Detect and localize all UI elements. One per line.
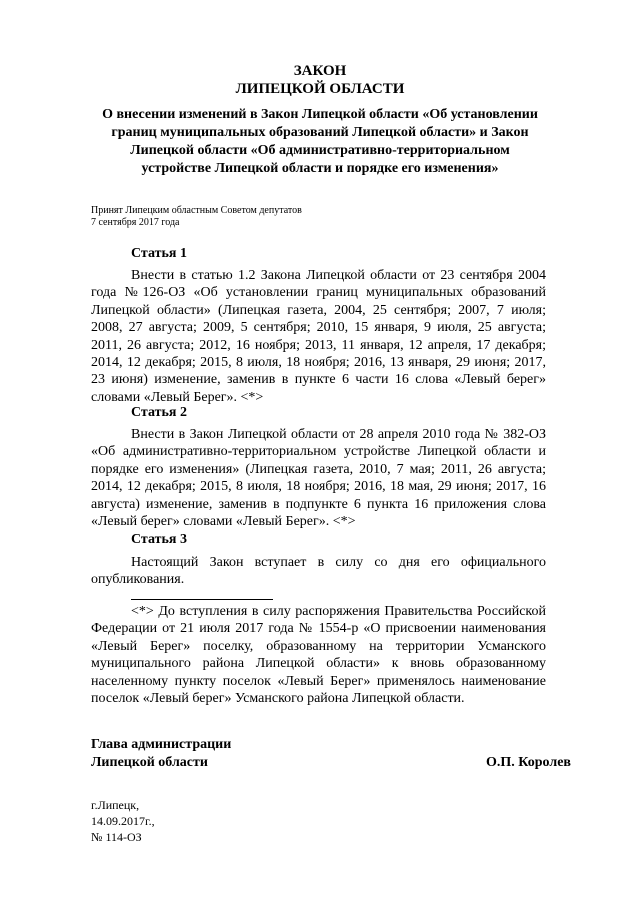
footnote-text: <*> До вступления в силу распоряжения Правительства Российской Федерации от 21 июля 2017 года № 1554-р «О присвоении наименования «Левый Берег» поселку, образованному на территории Усманского муниципального района Липецкой области» к вновь образованному населенному пункту поселок «Левый Берег» применялось наименование поселок «Левый берег» Усманского района Липецкой области. (91, 604, 546, 707)
article-1-heading: Статья 1 (131, 246, 187, 261)
place-date: 14.09.2017г., (91, 814, 155, 828)
place-date-number (91, 797, 155, 845)
article-1-text: Внести в статью 1.2 Закона Липецкой области от 23 сентября 2004 года №126-ОЗ «Об установлении границ муниципальных образований Липецкой области» (Липецкая газета, 2004, 25 сентября; 2007, 7 июля; 2008, 27 августа; 2009, 5 сентября; 2010, 15 января, 9 июля, 25 августа; 2011, 26 августа; 2012, 16 ноября; 2013, 11 января, 12 апреля, 17 декабря; 2014, 12 декабря; 2015, 8 июля, 18 ноября; 2016, 13 января, 29 июня; 2017, 23 июня) изменение, заменив в пункте 6 части 16 слова «Левый берег» словами «Левый Берег». <*> (91, 268, 546, 405)
document-type: ЗАКОН (293, 63, 347, 79)
adoption-date: 7 сентября 2017 года (91, 217, 180, 228)
article-3-heading: Статья 3 (131, 532, 187, 547)
document-region: ЛИПЕЦКОЙ ОБЛАСТИ (235, 81, 405, 97)
signatory-position-line2: Липецкой области (91, 755, 208, 770)
footnote-separator (131, 599, 273, 600)
law-title: О внесении изменений в Закон Липецкой области «Об установлении границ муниципальных образований Липецкой области» и Закон Липецкой области «Об административно-территориальном устройстве Липецкой области и порядке его изменения» (102, 107, 538, 176)
article-2-heading: Статья 2 (131, 405, 187, 420)
article-2-text: Внести в Закон Липецкой области от 28 апреля 2010 года № 382-ОЗ «Об административно-территориальном устройстве Липецкой области и порядке его изменения» (Липецкая газета, 2010, 7 мая; 2011, 26 августа; 2014, 12 декабря; 2015, 8 июля, 18 ноября; 2016, 18 мая, 29 июня; 2017, 16 августа) изменение, заменив в подпункте 6 пункта 16 приложения слова «Левый берег» словами «Левый Берег». <*> (91, 427, 546, 530)
article-3-text: Настоящий Закон вступает в силу со дня его официального опубликования. (91, 555, 546, 588)
signatory-position-line1: Глава администрации (91, 737, 232, 752)
adoption-body: Принят Липецким областным Советом депутатов (91, 205, 302, 216)
place-city: г.Липецк, (91, 798, 140, 812)
law-number: № 114-ОЗ (91, 830, 142, 844)
adoption-note (91, 205, 491, 229)
signatory-name: О.П. Королев (486, 755, 571, 770)
signatory-position (91, 736, 231, 772)
